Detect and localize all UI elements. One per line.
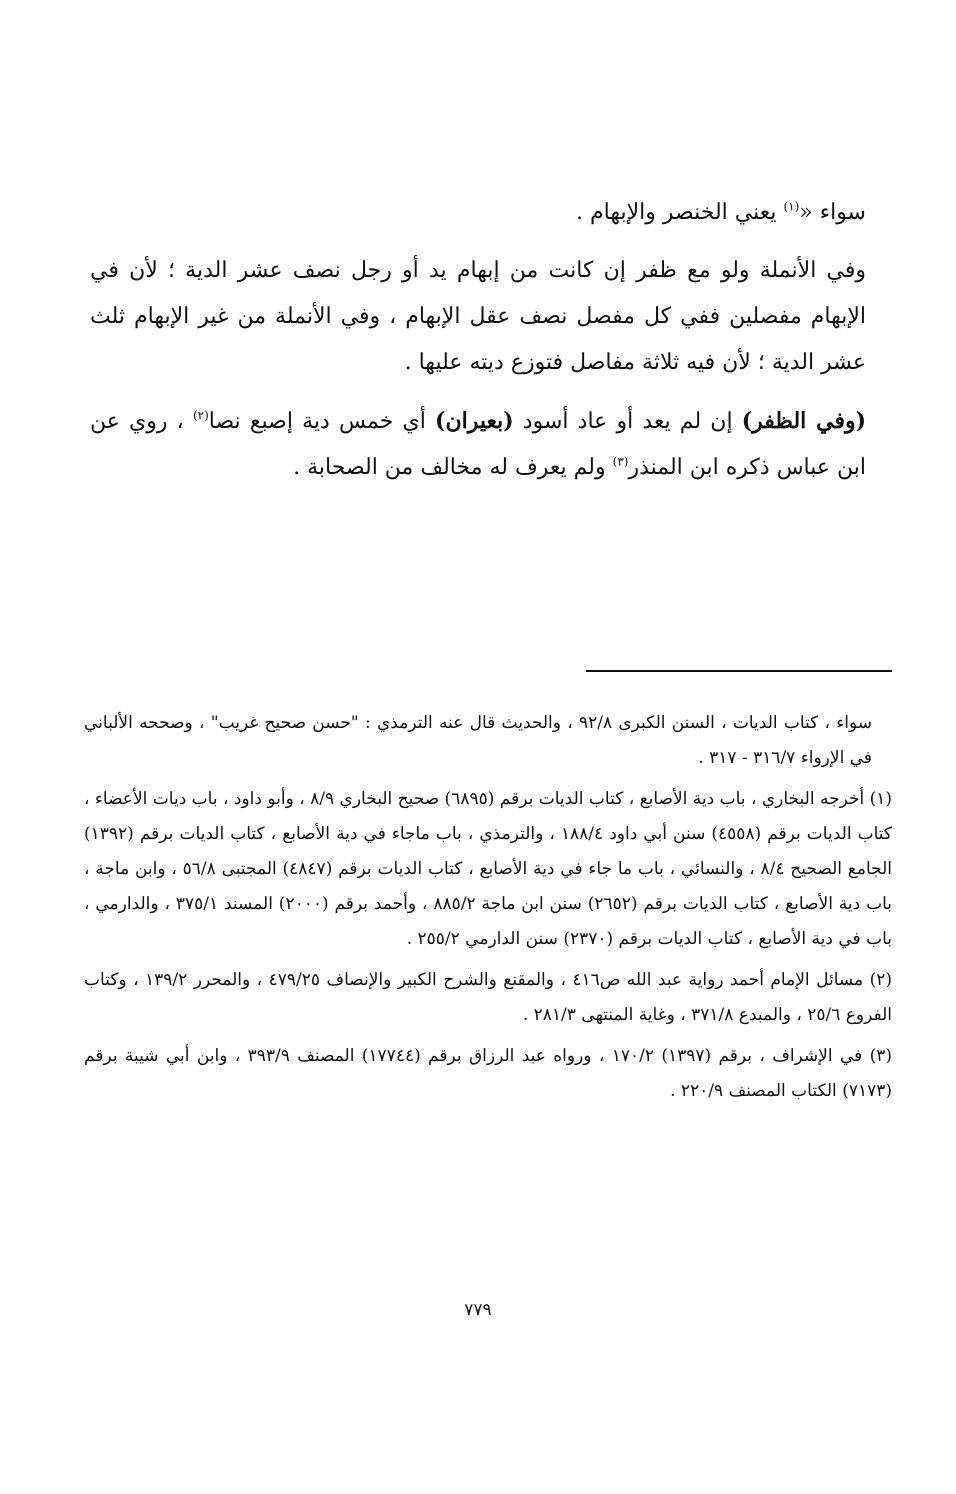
footnote-2: (٢) مسائل الإمام أحمد رواية عبد الله ص٤١٦ ، والمقنع والشرح الكبير والإنصاف ٤٧٩/٢٥ ، والمحرر ١٣٩/٢ ، وكتاب الفروع ٢٥/٦ ، والمبدع ٣٧١/٨ ، وغاية المنتهى ٢٨١/٣ . (84, 970, 893, 1025)
p1-rest: يعني الخنصر والإبهام . (576, 200, 784, 225)
paragraph-1 (90, 190, 866, 236)
footnote-3: (٣) في الإشراف ، برقم (١٣٩٧) ١٧٠/٢ ، ورواه عبد الرزاق برقم (١٧٧٤٤) المصنف ٣٩٣/٩ ، وابن أبي شيبة برقم (٧١٧٣) الكتاب المصنف ٢٢٠/٩ . (84, 1046, 892, 1101)
p3-heading-camels: (بعيران) (435, 408, 514, 434)
footnote-ref-1[interactable]: (١) (783, 199, 800, 214)
p3-mid: إن لم يعد أو عاد أسود (513, 409, 742, 434)
p3-heading-nail: (وفي الظفر) (741, 408, 867, 434)
p3-rest2: ، روي عن ابن عباس ذكره ابن المنذر (90, 409, 866, 480)
footnote-ref-3[interactable]: (٣) (612, 454, 629, 469)
footnote-1: (١) أخرجه البخاري ، باب دية الأصابع ، كتاب الديات برقم (٦٨٩٥) صحيح البخاري ٨/٩ ، وأبو داود ، باب ديات الأعضاء ، كتاب الديات برقم (٤٥٥٨) سنن أبي داود ١٨٨/٤ ، والترمذي ، باب ماجاء في دية الأصابع ، كتاب الديات برقم (١٣٩٢) الجامع الصحيح ٨/٤ ، والنسائي ، باب ما جاء في دية الأصابع ، كتاب الديات برقم (٤٨٤٧) المجتبى ٥٦/٨ ، وابن ماجة ، باب دية الأصابع ، كتاب الديات برقم (٢٦٥٢) سنن ابن ماجة ٨٨٥/٢ ، وأحمد برقم (٢٠٠٠) المسند ٣٧٥/١ ، والدارمي ، باب في دية الأصابع ، كتاب الديات برقم (٢٣٧٠) سنن الدارمي ٢٥٥/٢ . (84, 789, 893, 949)
page-number: ٧٧٩ (464, 1300, 492, 1320)
main-text (90, 190, 866, 491)
footnote-continuation: سواء ، كتاب الديات ، السنن الكبرى ٩٢/٨ ، والحديث قال عنه الترمذي : "حسن صحيح غريب" ، وصححه الألباني في الإرواء ٣١٦/٧ - ٣١٧ . (84, 713, 873, 768)
paragraph-2: وفي الأنملة ولو مع ظفر إن كانت من إبهام يد أو رجل نصف عشر الدية ؛ لأن في الإبهام مفصلين ففي كل مفصل نصف عقل الإبهام ، وفي الأنملة من غير الإبهام ثلث عشر الدية ؛ لأن فيه ثلاثة مفاصل فتوزع ديته عليها . (90, 258, 866, 375)
p1-text: سواء « (799, 200, 866, 225)
footnote-ref-2[interactable]: (٢) (192, 408, 209, 423)
paragraph-3 (90, 398, 866, 491)
footnotes (84, 706, 892, 1115)
p3-rest: أي خمس دية إصبع نصا (208, 409, 436, 434)
p3-rest3: ولم يعرف له مخالف من الصحابة . (293, 455, 613, 480)
footnote-separator (586, 670, 892, 672)
